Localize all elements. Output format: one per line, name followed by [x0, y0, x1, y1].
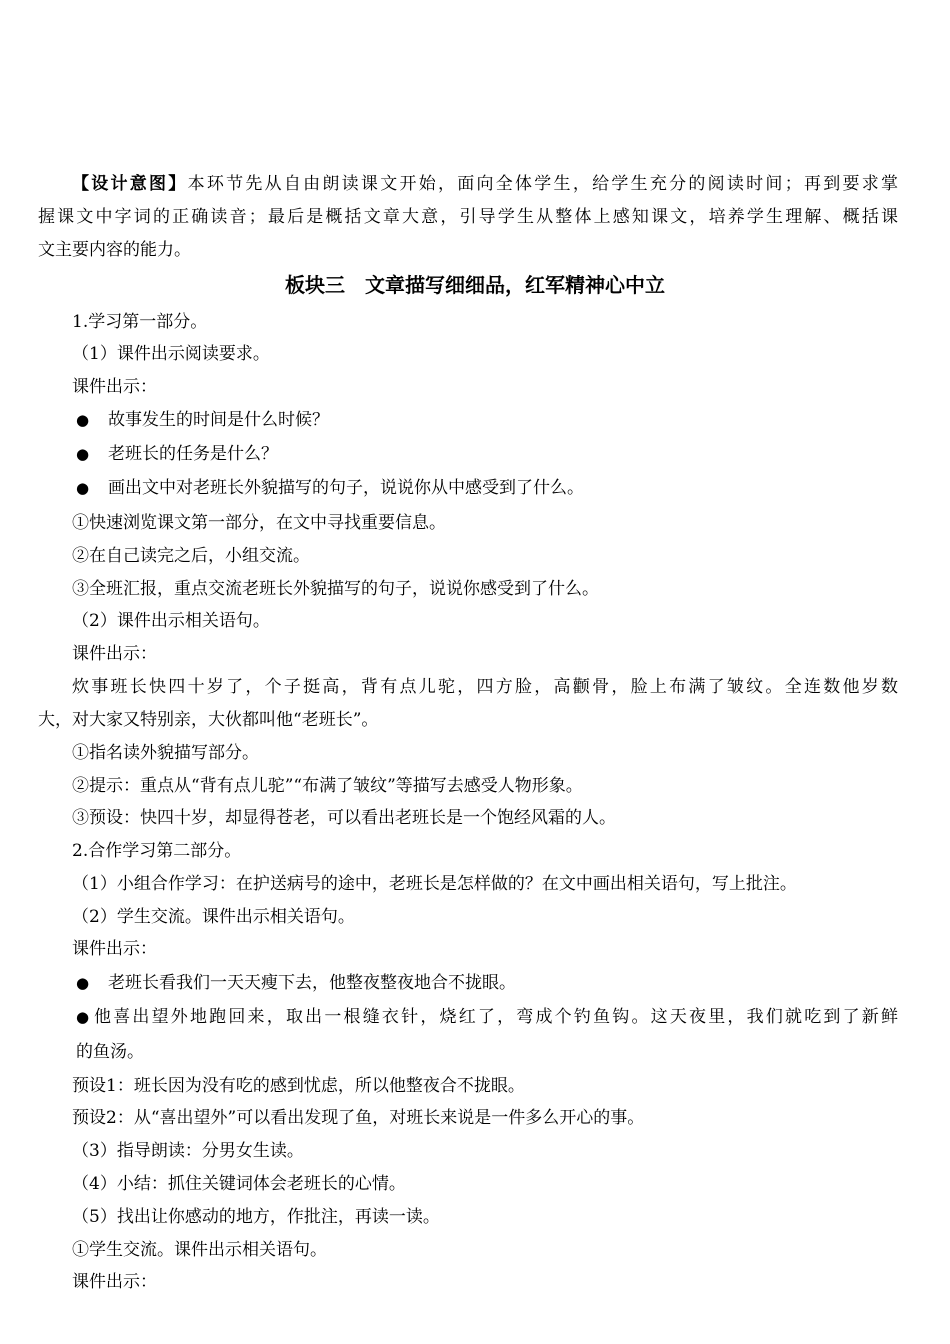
step-line-7: ①学生交流。课件出示相关语句。	[72, 1240, 327, 1260]
bullet-icon: ●	[76, 974, 90, 992]
quote-line-2: 大，对大家又特别亲，大伙都叫他“老班长”。	[38, 710, 379, 730]
courseware-label: 课件出示：	[72, 377, 157, 397]
bullet-item-2: 老班长的任务是什么？	[108, 444, 278, 464]
bullet-item-3: 画出文中对老班长外貌描写的句子，说说你从中感受到了什么。	[108, 478, 584, 498]
step-2-4: （4）小结：抓住关键词体会老班长的心情。	[72, 1174, 406, 1194]
step-2-title: 2.合作学习第二部分。	[72, 841, 242, 861]
bullet-item-4: 老班长看我们一天天瘦下去，他整夜整夜地合不拢眼。	[108, 973, 516, 993]
step-1-title: 1.学习第一部分。	[72, 312, 208, 332]
step-line-6: ③预设：快四十岁，却显得苍老，可以看出老班长是一个饱经风霜的人。	[72, 808, 616, 828]
bullet-icon: ●	[76, 1008, 90, 1026]
design-intent-label: 【设计意图】	[72, 174, 188, 194]
step-1-2: （2）课件出示相关语句。	[72, 611, 270, 631]
step-line-1: ①快速浏览课文第一部分，在文中寻找重要信息。	[72, 513, 446, 533]
bullet-item-1: 故事发生的时间是什么时候？	[108, 410, 329, 430]
step-line-2: ②在自己读完之后，小组交流。	[72, 546, 310, 566]
courseware-label: 课件出示：	[72, 1272, 157, 1292]
design-intent-line-1	[72, 173, 898, 195]
bullet-item-5-line-2: 的鱼汤。	[76, 1042, 144, 1062]
quote-line-1: 炊事班长快四十岁了，个子挺高，背有点儿驼，四方脸，高颧骨，脸上布满了皱纹。全连数他岁数	[72, 677, 898, 697]
step-2-1: （1）小组合作学习：在护送病号的途中，老班长是怎样做的？在文中画出相关语句，写上批注。	[72, 874, 797, 894]
bullet-icon: ●	[76, 479, 90, 497]
step-1-1: （1）课件出示阅读要求。	[72, 344, 270, 364]
bullet-icon: ●	[76, 411, 90, 429]
courseware-label: 课件出示：	[72, 939, 157, 959]
section-title: 板块三 文章描写细细品，红军精神心中立	[285, 273, 665, 297]
step-2-2: （2）学生交流。课件出示相关语句。	[72, 907, 355, 927]
design-intent-text-1: 本环节先从自由朗读课文开始，面向全体学生，给学生充分的阅读时间；再到要求掌	[187, 174, 899, 194]
preset-1: 预设1：班长因为没有吃的感到忧虑，所以他整夜合不拢眼。	[72, 1076, 525, 1096]
step-line-5: ②提示：重点从“背有点儿驼”“布满了皱纹”等描写去感受人物形象。	[72, 776, 583, 796]
design-intent-line-2: 握课文中字词的正确读音；最后是概括文章大意，引导学生从整体上感知课文，培养学生理解、概括课	[38, 207, 898, 227]
step-2-5: （5）找出让你感动的地方，作批注，再读一读。	[72, 1207, 440, 1227]
step-line-3: ③全班汇报，重点交流老班长外貌描写的句子，说说你感受到了什么。	[72, 579, 599, 599]
step-line-4: ①指名读外貌描写部分。	[72, 743, 259, 763]
courseware-label: 课件出示：	[72, 644, 157, 664]
bullet-item-5-line-1: 他喜出望外地跑回来，取出一根缝衣针，烧红了，弯成个钓鱼钩。这天夜里，我们就吃到了新鲜	[94, 1007, 898, 1027]
bullet-icon: ●	[76, 445, 90, 463]
preset-2: 预设2：从“喜出望外”可以看出发现了鱼，对班长来说是一件多么开心的事。	[72, 1108, 645, 1128]
step-2-3: （3）指导朗读：分男女生读。	[72, 1141, 304, 1161]
design-intent-line-3: 文主要内容的能力。	[38, 240, 191, 260]
